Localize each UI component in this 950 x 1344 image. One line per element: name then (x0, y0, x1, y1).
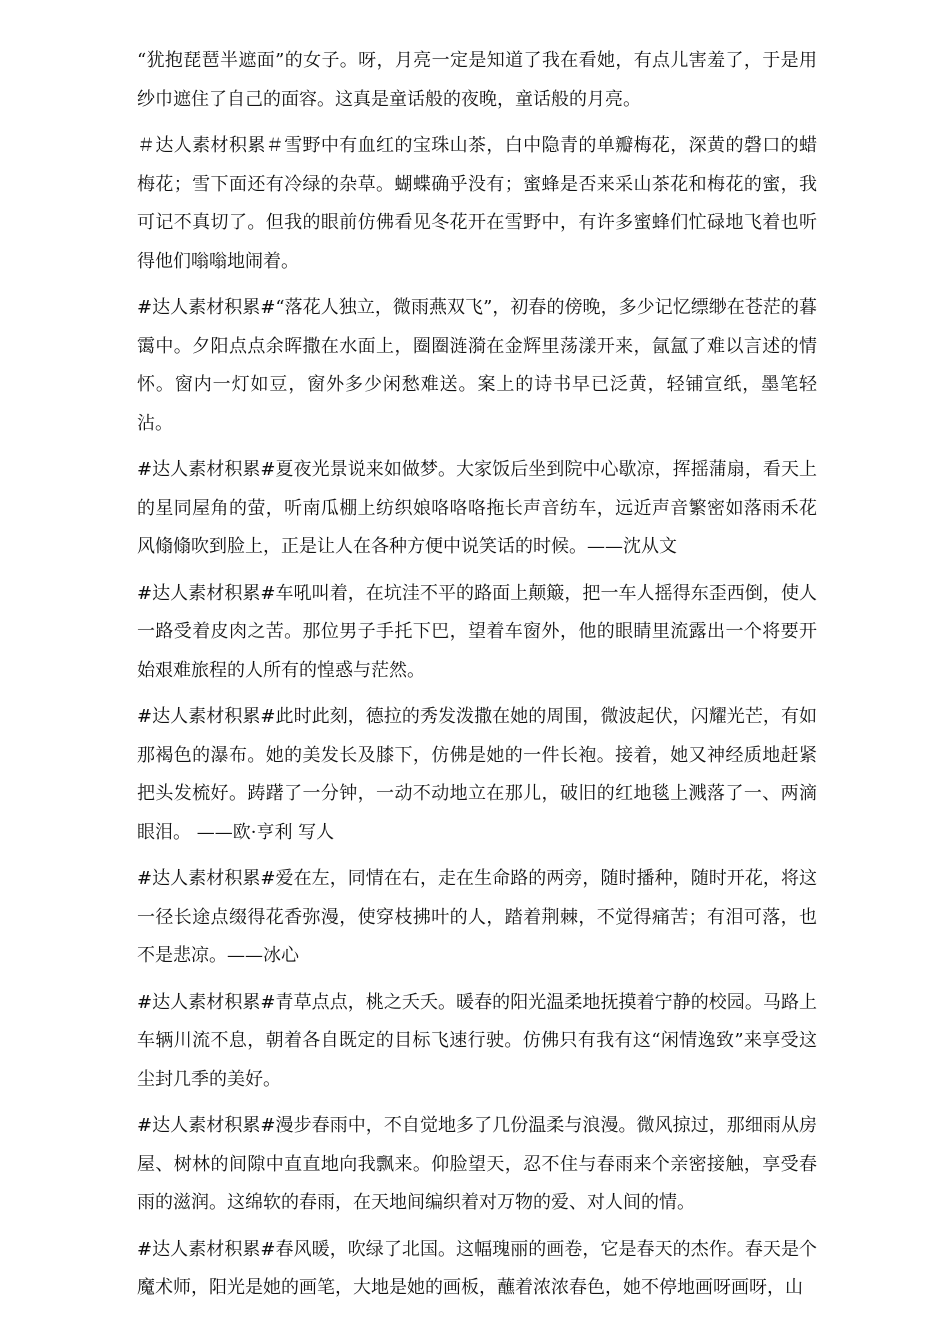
paragraph: #达人素材积累#此时此刻，德拉的秀发泼撒在她的周围，微波起伏，闪耀光芒，有如那褐色的瀑布。她的美发长及膝下，仿佛是她的一件长袍。接着，她又神经质地赶紧把头发梳好。踌躇了一分钟，一动不动地立在那儿，破旧的红地毯上溅落了一、两滴眼泪。 ——欧·亨利 写人 (137, 706, 817, 843)
paragraph: #达人素材积累#夏夜光景说来如做梦。大家饭后坐到院中心歇凉，挥摇蒲扇，看天上的星同屋角的萤，听南瓜棚上纺织娘咯咯咯拖长声音纺车，远近声音繁密如落雨禾花风翛翛吹到脸上，正是让人在各种方便中说笑话的时候。——沈从文 (137, 459, 817, 557)
paragraph: ＃达人素材积累＃雪野中有血红的宝珠山茶，白中隐青的单瓣梅花，深黄的磬口的蜡梅花；雪下面还有冷绿的杂草。蝴蝶确乎没有；蜜蜂是否来采山茶花和梅花的蜜，我可记不真切了。但我的眼前仿佛看见冬花开在雪野中，有许多蜜蜂们忙碌地飞着也听得他们嗡嗡地闹着。 (137, 135, 817, 272)
paragraph: #达人素材积累#“落花人独立，微雨燕双飞”，初春的傍晚，多少记忆缥缈在苍茫的暮霭中。夕阳点点余晖撒在水面上，圈圈涟漪在金辉里荡漾开来，氤氲了难以言述的情怀。窗内一灯如豆，窗外多少闲愁难送。案上的诗书早已泛黄，轻铺宣纸，墨笔轻沾。 (137, 297, 817, 434)
paragraph: #达人素材积累#春风暖，吹绿了北国。这幅瑰丽的画卷，它是春天的杰作。春天是个魔术师，阳光是她的画笔，大地是她的画板，蘸着浓浓春色，她不停地画呀画呀，山 (137, 1238, 817, 1298)
paragraph: #达人素材积累#爱在左，同情在右，走在生命路的两旁，随时播种，随时开花，将这一径长途点缀得花香弥漫，使穿枝拂叶的人，踏着荆棘，不觉得痛苦；有泪可落，也不是悲凉。——冰心 (137, 868, 817, 966)
paragraph: #达人素材积累#车吼叫着，在坑洼不平的路面上颠簸，把一车人摇得东歪西倒，使人一路受着皮肉之苦。那位男子手托下巴，望着车窗外，他的眼睛里流露出一个将要开始艰难旅程的人所有的惶惑与茫然。 (137, 582, 817, 681)
paragraph: #达人素材积累#青草点点，桃之夭夭。暖春的阳光温柔地抚摸着宁静的校园。马路上车辆川流不息，朝着各自既定的目标飞速行驶。仿佛只有我有这“闲情逸致”来享受这尘封几季的美好。 (137, 991, 817, 1090)
document-body (137, 42, 817, 1316)
paragraph: #达人素材积累#漫步春雨中，不自觉地多了几份温柔与浪漫。微风掠过，那细雨从房屋、树林的间隙中直直地向我飘来。仰脸望天，忍不住与春雨来个亲密接触，享受春雨的滋润。这绵软的春雨，在天地间编织着对万物的爱、对人间的情。 (137, 1115, 817, 1213)
paragraph: “犹抱琵琶半遮面”的女子。呀，月亮一定是知道了我在看她，有点儿害羞了，于是用纱巾遮住了自己的面容。这真是童话般的夜晚，童话般的月亮。 (137, 50, 817, 110)
